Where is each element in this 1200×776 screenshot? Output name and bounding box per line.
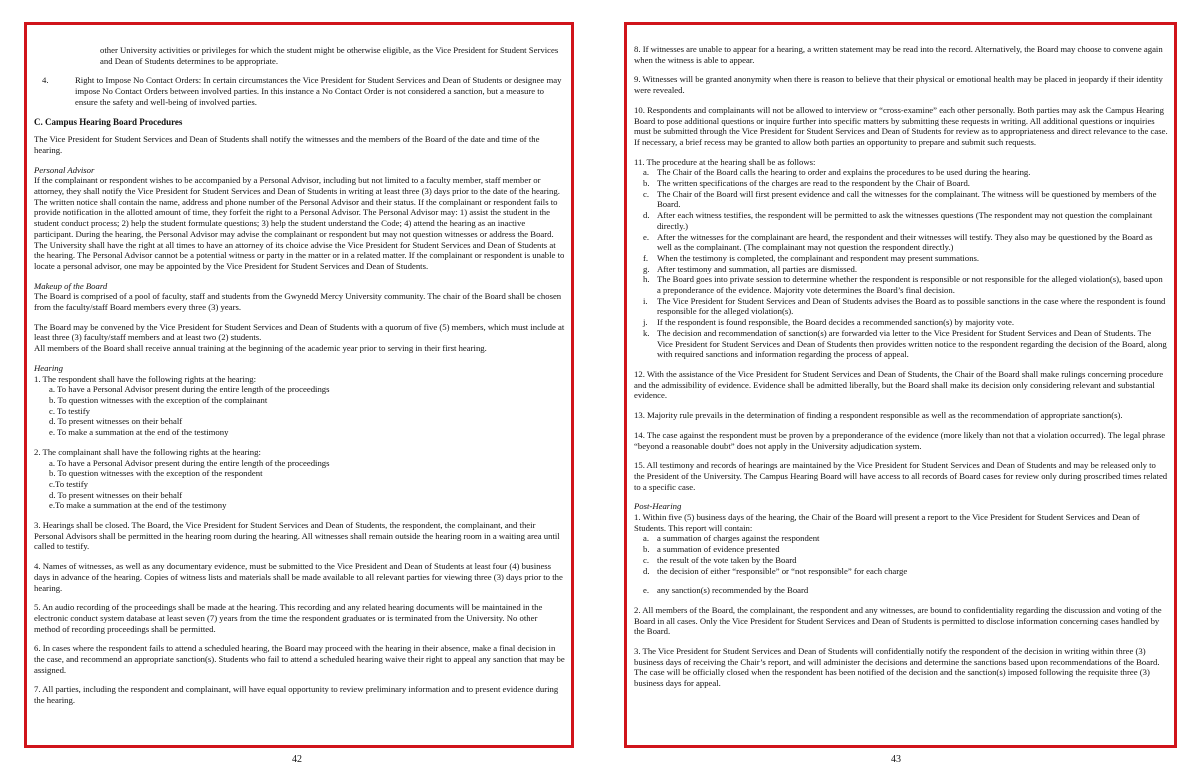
list-text: a summation of charges against the respondent xyxy=(657,533,820,544)
list-number: 4. xyxy=(42,75,49,86)
list-letter: a. xyxy=(643,533,650,544)
list-letter: g. xyxy=(643,263,650,274)
subheading-hearing: Hearing xyxy=(34,362,63,373)
continued-paragraph: other University activities or privileges for which the student might be otherwise eligible, as the Vice President for Student Services and Dean of Students determines to be appropriate. xyxy=(100,45,559,66)
paragraph: 9. Witnesses will be granted anonymity when there is reason to believe that their physical or emotional health may be placed in jeopardy if their identity were revealed. xyxy=(634,74,1163,96)
subheading-personal-advisor: Personal Advisor xyxy=(34,164,95,175)
list-text: the decision of either “responsible” or “not responsible” for each charge xyxy=(657,565,908,576)
list-text: the result of the vote taken by the Board xyxy=(657,554,797,565)
list-text: Right to Impose No Contact Orders: In certain circumstances the Vice President for Student Services and Dean of Students or designee may impose No Contact Orders between involved parties. In this instance a No Contact Order is not considered a sanction, but a measure to ensure the safety and well-being of involved parties. xyxy=(75,75,562,107)
list-item xyxy=(634,566,1168,577)
list-item: a. To have a Personal Advisor present during the entire length of the proceedings xyxy=(49,457,330,468)
list-item xyxy=(634,264,1168,275)
list-letter: i. xyxy=(643,295,648,306)
list-text: After each witness testifies, the respondent will be permitted to ask the witnesses questions (The respondent may not question the complainant directly.) xyxy=(657,210,1153,231)
paragraph: 3. The Vice President for Student Services and Dean of Students will confidentially notify the respondent of the decision in writing within three (3) business days of receiving the Chair’s report, and will administer the decisions and determine the sanctions based upon recommendations of the Board. The case will be officially closed when the respondent has been notified of the decision and the sanction(s) imposed following the requisite three (3) business days for appeal. xyxy=(634,646,1160,689)
list-item: a. To have a Personal Advisor present during the entire length of the proceedings xyxy=(49,384,330,395)
list-item xyxy=(634,189,1168,210)
page-number: 43 xyxy=(891,754,901,765)
paragraph: 5. An audio recording of the proceedings shall be made at the hearing. This recording and any related hearing documents will be maintained in the electronic conduct system database at least seven (7) years from the time the respondent graduates or is terminated from the University. No other method of recording proceedings shall be permitted. xyxy=(34,602,543,634)
list-letter: c. xyxy=(643,554,650,565)
paragraph: 12. With the assistance of the Vice President for Student Services and Dean of Students, the Chair of the Board shall make rulings concerning procedure and the admissibility of evidence. Evidence shall be admitted liberally, but the Board shall make its decision only considering relevant and substantial evidence. xyxy=(634,368,1164,401)
paragraph: The Board is comprised of a pool of faculty, staff and students from the Gwynedd Mercy University community. The chair of the Board shall be chosen from the faculty/staff Board members every three (3) years. xyxy=(34,291,562,313)
right-page-content xyxy=(634,44,1168,698)
list-letter: d. xyxy=(643,565,650,576)
paragraph: 3. Hearings shall be closed. The Board, the Vice President for Student Services and Dean of Students, the respondent, the complainant, and their Personal Advisors shall be permitted in the hearing room during the hearing. All witnesses shall remain outside the hearing room in a waiting area until called to testify. xyxy=(34,520,560,552)
list-letter: e. xyxy=(643,585,650,596)
list-letter: h. xyxy=(643,274,650,285)
list-letter: d. xyxy=(643,210,650,221)
list-text: After testimony and summation, all parties are dismissed. xyxy=(657,263,858,274)
list-intro: 1. The respondent shall have the following rights at the hearing: xyxy=(34,373,257,384)
paragraph: 6. In cases where the respondent fails to attend a scheduled hearing, the Board may proceed with the hearing in their absence, make a final decision in the case, and recommend an appropriate sanction(s). Students who fail to attend a scheduled hearing waive their right to appeal any sanction that may be assigned. xyxy=(34,643,565,675)
right-page xyxy=(624,22,1177,748)
list-item: e.To make a summation at the end of the testimony xyxy=(49,500,227,511)
paragraph: 14. The case against the respondent must be proven by a preponderance of the evidence (more likely than not that a violation occurred). The legal phrase “beyond a reasonable doubt” does not apply in the University adjudication system. xyxy=(634,429,1166,451)
list-item: d. To present witnesses on their behalf xyxy=(49,489,183,500)
list-letter: k. xyxy=(643,327,650,338)
list-item xyxy=(634,210,1168,231)
list-text: a summation of evidence presented xyxy=(657,544,780,555)
list-letter: b. xyxy=(643,178,650,189)
list-item xyxy=(634,328,1168,360)
paragraph: 15. All testimony and records of hearings are maintained by the Vice President for Student Services and Dean of Students and may be released only to the President of the University. The Campus Hearing Board will have access to all records of Board cases for review only during proscribed times related to a specific case. xyxy=(634,460,1168,492)
paragraph: All members of the Board shall receive annual training at the beginning of the academic year prior to serving in their first hearing. xyxy=(34,343,487,354)
list-item xyxy=(634,167,1168,178)
list-intro: 2. The complainant shall have the following rights at the hearing: xyxy=(34,446,261,457)
list-item: e. To make a summation at the end of the testimony xyxy=(49,427,229,438)
section-heading: C. Campus Hearing Board Procedures xyxy=(34,116,183,127)
subheading-post-hearing: Post-Hearing xyxy=(634,501,682,512)
left-page-content xyxy=(34,45,565,715)
list-text: When the testimony is completed, the complainant and respondent may present summations. xyxy=(657,252,980,263)
list-item xyxy=(634,533,1168,544)
list-letter: b. xyxy=(643,544,650,555)
list-item: b. To question witnesses with the exception of the respondent xyxy=(49,468,263,479)
list-item xyxy=(634,178,1168,189)
list-item xyxy=(634,274,1168,295)
paragraph: The Vice President for Student Services and Dean of Students shall notify the witnesses and the members of the Board of the date and time of the hearing. xyxy=(34,134,540,155)
list-item xyxy=(634,585,1168,596)
paragraph: If the complainant or respondent wishes to be accompanied by a Personal Advisor, including but not limited to a faculty member, staff member or attorney, they shall notify the Vice President for Student Services and Dean of Students in writing at least three (3) days prior to the date of the hearing. The written notice shall contain the name, address and phone number of the Personal Advisor and their status. If the complainant or respondent fails to provide notification in the allotted amount of time, they forfeit the right to a Personal Advisor. The Personal Advisor may: 1) assist the student in the student conduct process; 2) help the student formulate questions; 3) help the student understand the Code; 4) attend the hearing as an inactive participant. During the hearing, the Personal Advisor may advise the complainant or respondent but may not question witnesses or address the Board. The University shall have the right at all times to have an attorney of its choice advise the Vice President for Student Services and Dean of Students at the hearing. The Personal Advisor cannot be a potential witness or party in the matter or in a related matter. If the complainant or respondent is unable to locate a personal advisor, one may be appointed by the Vice President for Student Services and Dean of Students. xyxy=(34,175,565,271)
list-item: d. To present witnesses on their behalf xyxy=(49,416,183,427)
paragraph: 10. Respondents and complainants will not be allowed to interview or “cross-examine” each other personally. Both parties may ask the Campus Hearing Board to pose additional questions or inquire further into specific matters by submitting these requests in writing. All additional questions or inquiries must be submitted through the Vice President for Student Services and Dean of Students for review as to appropriateness and direct relevance to the case. If necessary, a brief recess may be granted to allow both parties an opportunity to prepare and submit such requests. xyxy=(634,104,1168,147)
list-item xyxy=(634,253,1168,264)
list-item xyxy=(634,296,1168,317)
paragraph: 7. All parties, including the respondent and complainant, will have equal opportunity to review preliminary information and to present evidence during the hearing. xyxy=(34,684,559,706)
list-letter: f. xyxy=(643,252,649,263)
list-item xyxy=(34,75,565,107)
list-intro: 11. The procedure at the hearing shall be as follows: xyxy=(634,156,816,167)
list-item xyxy=(634,555,1168,566)
list-text: The Chair of the Board will first present evidence and call the witnesses for the complainant. The witness will be questioned by members of the Board. xyxy=(657,188,1157,210)
paragraph: 4. Names of witnesses, as well as any documentary evidence, must be submitted to the Vice President and Dean of Students at least four (4) business days in advance of the hearing. Copies of witness lists and materials shall be made available to all relevant parties for viewing three (3) days prior to the hearing. xyxy=(34,561,563,593)
list-item xyxy=(634,232,1168,253)
subheading-makeup: Makeup of the Board xyxy=(34,280,108,291)
list-text: The written specifications of the charges are read to the respondent by the Chair of Board. xyxy=(657,178,970,189)
list-item: c. To testify xyxy=(49,405,90,416)
list-text: After the witnesses for the complainant are heard, the respondent and their witnesses will testify. They also may be questioned by the Board as well as the complainant. (The complainant may not question the respondent directly.) xyxy=(657,231,1153,253)
list-letter: j. xyxy=(643,317,648,328)
list-letter: c. xyxy=(643,188,650,199)
list-text: any sanction(s) recommended by the Board xyxy=(657,585,809,596)
list-item: c.To testify xyxy=(49,478,88,489)
list-text: If the respondent is found responsible, the Board decides a recommended sanction(s) by majority vote. xyxy=(657,317,1015,328)
list-text: The decision and recommendation of sanction(s) are forwarded via letter to the Vice President for Student Services and Dean of Students. The Vice President for Student Services and Dean of Students then provides written notice to the respondent regarding the decision of the Board, along with required sanctions and information regarding the process of appeal. xyxy=(657,327,1167,360)
list-letter: a. xyxy=(643,167,650,178)
paragraph: 8. If witnesses are unable to appear for a hearing, a written statement may be read into the record. Alternatively, the Board may choose to convene again when the witness is able to appear. xyxy=(634,44,1163,65)
list-text: The Chair of the Board calls the hearing to order and explains the procedures to be used during the hearing. xyxy=(657,167,1031,178)
list-item xyxy=(634,317,1168,328)
list-item xyxy=(634,544,1168,555)
left-page xyxy=(24,22,574,748)
list-text: The Vice President for Student Services and Dean of Students advises the Board as to possible sanctions in the case where the respondent is found responsible for the alleged violation(s). xyxy=(657,295,1166,317)
list-item: b. To question witnesses with the exception of the complainant xyxy=(49,394,268,405)
paragraph: The Board may be convened by the Vice President for Student Services and Dean of Students with a quorum of five (5) members, which must include at least three (3) faculty/staff members and at least two (2) students. xyxy=(34,321,565,343)
list-intro: 1. Within five (5) business days of the hearing, the Chair of the Board will present a report to the Vice President for Student Services and Dean of Students. This report will contain: xyxy=(634,512,1140,533)
list-text: The Board goes into private session to determine whether the respondent is responsible or not responsible for the alleged violation(s), based upon a preponderance of the evidence. Majority vote determines the Board’s final decision. xyxy=(657,274,1163,296)
list-letter: e. xyxy=(643,231,650,242)
paragraph: 2. All members of the Board, the complainant, the respondent and any witnesses, are bound to confidentiality regarding the discussion and voting of the Board in all cases. Only the Vice President for Student Services and Dean of Students is permitted to disclose information concerning cases handled by the Board. xyxy=(634,604,1162,637)
page-number: 42 xyxy=(292,754,302,765)
paragraph: 13. Majority rule prevails in the determination of finding a respondent responsible as well as the recommendation of appropriate sanction(s). xyxy=(634,410,1123,421)
